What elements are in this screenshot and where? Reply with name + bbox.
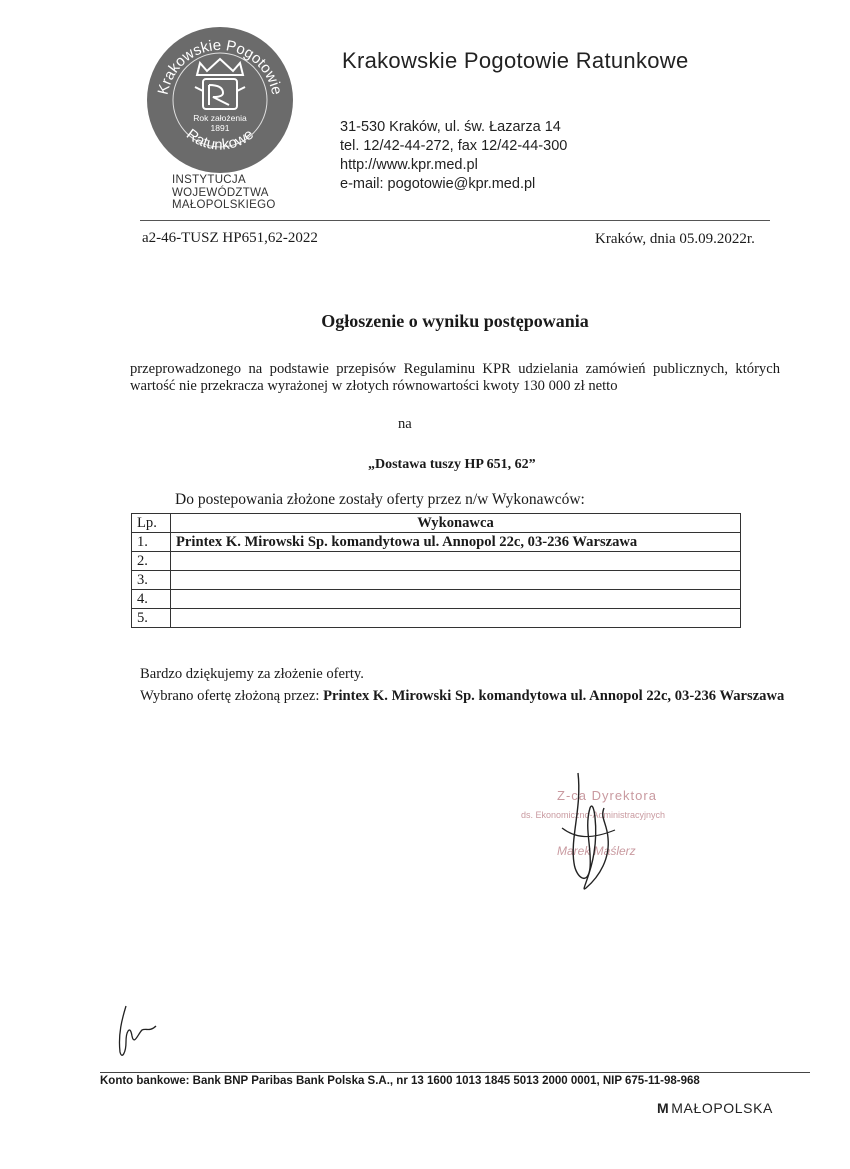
header-vendor: Wykonawca (171, 514, 741, 533)
procurement-subject: „Dostawa tuszy HP 651, 62” (368, 457, 536, 472)
table-row (132, 533, 741, 552)
institution-label (172, 174, 276, 212)
row-vendor (171, 552, 741, 571)
institution-line-3: MAŁOPOLSKIEGO (172, 199, 276, 211)
organization-name: Krakowskie Pogotowie Ratunkowe (342, 48, 689, 73)
bank-details: Konto bankowe: Bank BNP Paribas Bank Polska S.A., nr 13 1600 1013 1845 5013 2000 0001, NIP 675-11-98-968 (100, 1075, 700, 1087)
signature (560, 768, 630, 903)
logo-founded-year: 1891 (210, 123, 230, 133)
row-lp: 5. (132, 609, 171, 628)
institution-line-1: INSTYTUCJA (172, 174, 246, 186)
row-lp: 1. (132, 533, 171, 552)
website-link[interactable]: http://www.kpr.med.pl (340, 157, 478, 173)
malopolska-text: MAŁOPOLSKA (671, 1100, 773, 1116)
row-lp: 2. (132, 552, 171, 571)
header-divider (140, 220, 770, 221)
table-row (132, 609, 741, 628)
table-row (132, 571, 741, 590)
offers-table (131, 513, 741, 628)
logo-founded-label: Rok założenia (193, 113, 247, 123)
thanks-text: Bardzo dziękujemy za złożenie oferty. (140, 666, 364, 682)
stamp-department: ds. Ekonomiczno-Administracyjnych (521, 810, 666, 820)
chosen-vendor: Printex K. Mirowski Sp. komandytowa ul. Annopol 22c, 03-236 Warszawa (323, 688, 785, 704)
malopolska-mark: M (657, 1100, 670, 1116)
reference-number: a2-46-TUSZ HP651,62-2022 (142, 230, 318, 246)
table-row (132, 552, 741, 571)
row-vendor: Printex K. Mirowski Sp. komandytowa ul. Annopol 22c, 03-236 Warszawa (171, 533, 741, 552)
malopolska-logo (657, 1100, 773, 1116)
row-lp: 4. (132, 590, 171, 609)
row-vendor (171, 590, 741, 609)
initials-signature (112, 1004, 162, 1069)
intro-paragraph: przeprowadzonego na podstawie przepisów Regulaminu KPR udzielania zamówień publicznych, których wartość nie przekracza wyrażonej w złotych równowartości kwoty 130 000 zł netto (130, 361, 780, 394)
contact-block (340, 118, 567, 194)
phone-fax: tel. 12/42-44-272, fax 12/42-44-300 (340, 138, 568, 154)
institution-logo (145, 25, 295, 175)
document-title: Ogłoszenie o wyniku postępowania (321, 311, 589, 331)
logo-arc-bottom: Ratunkowe (183, 125, 257, 154)
document-date: Kraków, dnia 05.09.2022r. (595, 231, 755, 247)
footer-divider (100, 1072, 810, 1073)
logo-arc-top: Krakowskie Pogotowie (154, 36, 286, 97)
row-vendor (171, 609, 741, 628)
email-link[interactable]: e-mail: pogotowie@kpr.med.pl (340, 176, 536, 192)
offers-label: Do postepowania złożone zostały oferty przez n/w Wykonawców: (175, 491, 585, 508)
table-header-row (132, 514, 741, 533)
row-lp: 3. (132, 571, 171, 590)
stamp-title: Z-ca Dyrektora (557, 788, 657, 803)
chosen-offer-text (140, 687, 790, 706)
stamp-person: Marek Maślerz (557, 844, 636, 858)
table-row (132, 590, 741, 609)
row-vendor (171, 571, 741, 590)
chosen-prefix: Wybrano ofertę złożoną przez: (140, 688, 320, 704)
address: 31-530 Kraków, ul. św. Łazarza 14 (340, 119, 561, 135)
na-word: na (398, 416, 412, 432)
institution-line-2: WOJEWÓDZTWA (172, 186, 269, 199)
header-lp: Lp. (132, 514, 171, 533)
